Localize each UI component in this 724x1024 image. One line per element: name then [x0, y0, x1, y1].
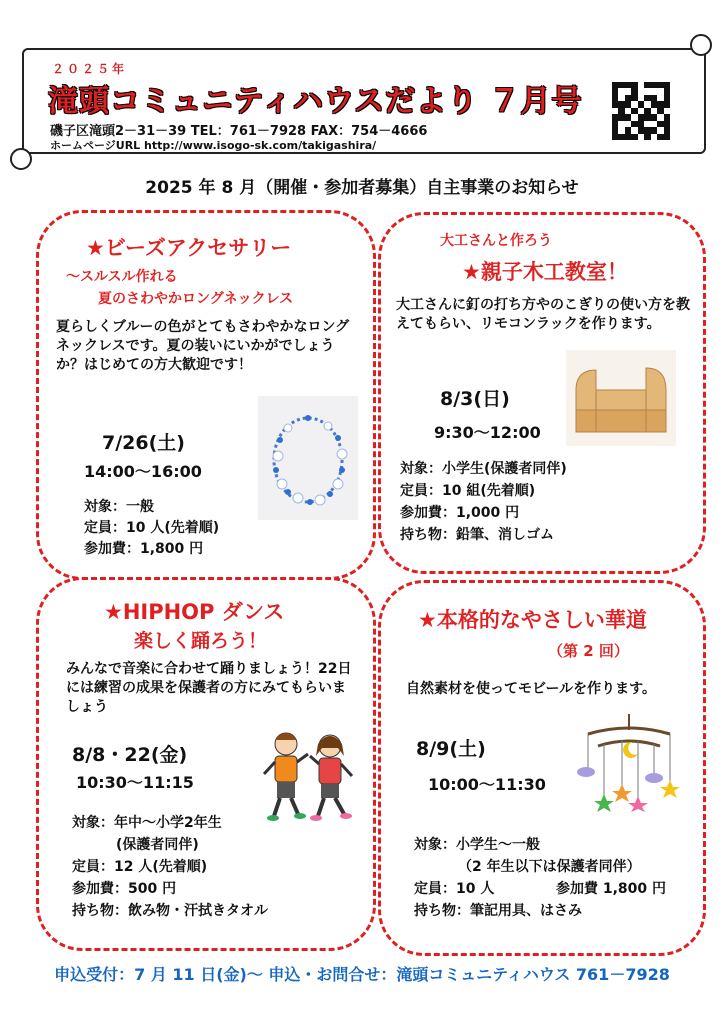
kado-target: 対象：小学生～一般: [414, 837, 540, 853]
beads-subtitle-1: ～スルスル作れる: [66, 269, 178, 285]
woodwork-fee: 参加費：1,000 円: [400, 505, 520, 521]
kado-subtitle: （第 2 回）: [548, 642, 629, 660]
dance-description: みんなで音楽に合わせて踊りましょう！22日には練習の成果を保護者の方にみてもらいましょう: [66, 661, 352, 715]
remote-rack-photo: [566, 350, 676, 446]
woodwork-kicker: 大工さんと作ろう: [440, 233, 552, 249]
footer-contact: 申込受付：7 月 11 日(金)～ 申込・お問合せ：滝頭コミュニティハウス 761－7928: [54, 965, 670, 984]
dance-time: 10:30～11:15: [76, 773, 194, 792]
facility-address: 磯子区滝頭2－31－39 TEL：761－7928 FAX：754－4666: [50, 124, 428, 139]
kado-title: ★本格的なやさしい華道: [418, 608, 647, 632]
mobile-illustration: [574, 712, 684, 812]
dance-items: 持ち物：飲み物・汗拭きタオル: [72, 903, 268, 919]
dance-subtitle: 楽しく踊ろう！: [134, 630, 268, 652]
kado-description: 自然素材を使ってモビールを作ります。: [406, 681, 657, 697]
beads-title: ★ビーズアクセサリー: [86, 236, 292, 260]
beads-fee: 参加費：1,800 円: [84, 541, 204, 557]
woodwork-date: 8/3(日): [440, 388, 510, 410]
dance-target: 対象：年中～小学2年生: [72, 815, 222, 831]
dance-date: 8/8・22(金): [72, 744, 188, 766]
scroll-curl-right: [690, 34, 712, 56]
scroll-curl-left: [10, 148, 32, 170]
kado-date: 8/9(土): [416, 738, 486, 760]
beads-target: 対象：一般: [84, 499, 154, 515]
beads-time: 14:00～16:00: [84, 462, 202, 481]
newsletter-year: ２０２５年: [52, 62, 128, 76]
kado-capacity: 定員：10 人: [414, 881, 495, 897]
necklace-photo: [258, 396, 358, 520]
dancing-kids-illustration: [258, 726, 360, 824]
dance-fee: 参加費：500 円: [72, 881, 177, 897]
beads-subtitle-2: 夏のさわやかロングネックレス: [98, 291, 294, 307]
newsletter-title: 滝頭コミュニティハウスだより ７月号: [48, 84, 583, 119]
woodwork-capacity: 定員：10 組(先着順): [400, 483, 536, 499]
woodwork-time: 9:30～12:00: [434, 423, 541, 442]
beads-date: 7/26(土): [102, 432, 185, 454]
beads-capacity: 定員：10 人(先着順): [84, 520, 220, 536]
woodwork-target: 対象：小学生(保護者同伴): [400, 461, 567, 477]
dance-capacity: 定員：12 人(先着順): [72, 859, 208, 875]
dance-title: ★HIPHOP ダンス: [104, 600, 285, 624]
woodwork-items: 持ち物：鉛筆、消しゴム: [400, 527, 554, 543]
kado-time: 10:00～11:30: [428, 775, 546, 794]
woodwork-title: ★親子木工教室！: [462, 260, 628, 284]
kado-fee: 参加費 1,800 円: [556, 881, 667, 897]
woodwork-description: 大工さんに釘の打ち方やのこぎりの使い方を教えてもらい、リモコンラックを作ります。: [396, 297, 690, 332]
homepage-url[interactable]: ホームページURL http://www.isogo-sk.com/takigashira/: [50, 139, 377, 152]
kado-items: 持ち物：筆記用具、はさみ: [414, 903, 582, 919]
beads-description: 夏らしくブルーの色がとてもさわやかなロングネックレスです。夏の装いにいかがでしょうか？はじめての方大歓迎です！: [56, 319, 350, 373]
qr-code-icon[interactable]: [610, 80, 672, 142]
page-heading: 2025 年 8 月（開催・参加者募集）自主事業のお知らせ: [145, 178, 579, 198]
kado-target-note: （2 年生以下は保護者同伴）: [458, 859, 641, 875]
dance-target-note: (保護者同伴): [116, 837, 199, 853]
